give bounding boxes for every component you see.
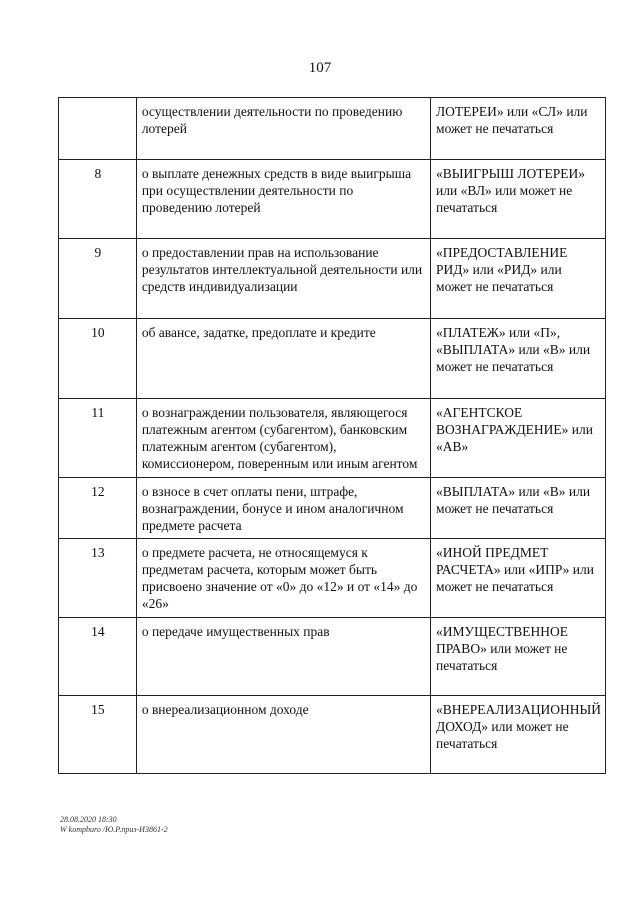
- row-print-tag: «ИНОЙ ПРЕДМЕТ РАСЧЕТА» или «ИПР» или может не печататься: [431, 539, 606, 618]
- row-description: о внереализационном доходе: [136, 696, 430, 774]
- table-row: [59, 539, 606, 618]
- row-number: 13: [59, 539, 137, 618]
- row-number: 8: [59, 160, 137, 239]
- row-description: о взносе в счет оплаты пени, штрафе, вознаграждении, бонусе и ином аналогичном предмете расчета: [136, 478, 430, 539]
- table-row: [59, 160, 606, 239]
- footer-document-id: W kompburo /Ю.Р.приз-И3861-2: [60, 825, 168, 834]
- table-row: [59, 478, 606, 539]
- document-table: [58, 97, 606, 774]
- row-print-tag: «ПРЕДОСТАВЛЕНИЕ РИД» или «РИД» или может не печататься: [431, 239, 606, 319]
- row-number: 14: [59, 618, 137, 696]
- row-description: осуществлении деятельности по проведению лотерей: [136, 98, 430, 160]
- footer-timestamp: 28.08.2020 18:30: [60, 815, 117, 824]
- row-description: о вознаграждении пользователя, являющегося платежным агентом (субагентом), банковским платежным агентом (субагентом), комиссионером, поверенным или иным агентом: [136, 399, 430, 478]
- row-number: [59, 98, 137, 160]
- row-number: 11: [59, 399, 137, 478]
- document-footer: [60, 815, 168, 835]
- table-row: [59, 98, 606, 160]
- row-print-tag: «ВЫПЛАТА» или «В» или может не печататься: [431, 478, 606, 539]
- row-print-tag: «АГЕНТСКОЕ ВОЗНАГРАЖДЕНИЕ» или «АВ»: [431, 399, 606, 478]
- row-number: 15: [59, 696, 137, 774]
- page-number: 107: [308, 60, 332, 76]
- row-print-tag: «ИМУЩЕСТВЕННОЕ ПРАВО» или может не печататься: [431, 618, 606, 696]
- row-description: о предмете расчета, не относящемуся к предметам расчета, которым может быть присвоено значение от «0» до «12» и от «14» до «26»: [136, 539, 430, 618]
- table-row: [59, 696, 606, 774]
- row-number: 9: [59, 239, 137, 319]
- row-number: 10: [59, 319, 137, 399]
- row-description: о передаче имущественных прав: [136, 618, 430, 696]
- row-description: о предоставлении прав на использование результатов интеллектуальной деятельности или средств индивидуализации: [136, 239, 430, 319]
- row-print-tag: «ВНЕРЕАЛИЗАЦИОННЫЙ ДОХОД» или может не печататься: [431, 696, 606, 774]
- row-print-tag: «ВЫИГРЫШ ЛОТЕРЕИ» или «ВЛ» или может не печататься: [431, 160, 606, 239]
- row-print-tag: ЛОТЕРЕИ» или «СЛ» или может не печататься: [431, 98, 606, 160]
- row-number: 12: [59, 478, 137, 539]
- table-row: [59, 399, 606, 478]
- row-description: о выплате денежных средств в виде выигрыша при осуществлении деятельности по проведению лотерей: [136, 160, 430, 239]
- row-description: об авансе, задатке, предоплате и кредите: [136, 319, 430, 399]
- table-row: [59, 618, 606, 696]
- row-print-tag: «ПЛАТЕЖ» или «П», «ВЫПЛАТА» или «В» или может не печататься: [431, 319, 606, 399]
- table-row: [59, 319, 606, 399]
- table-row: [59, 239, 606, 319]
